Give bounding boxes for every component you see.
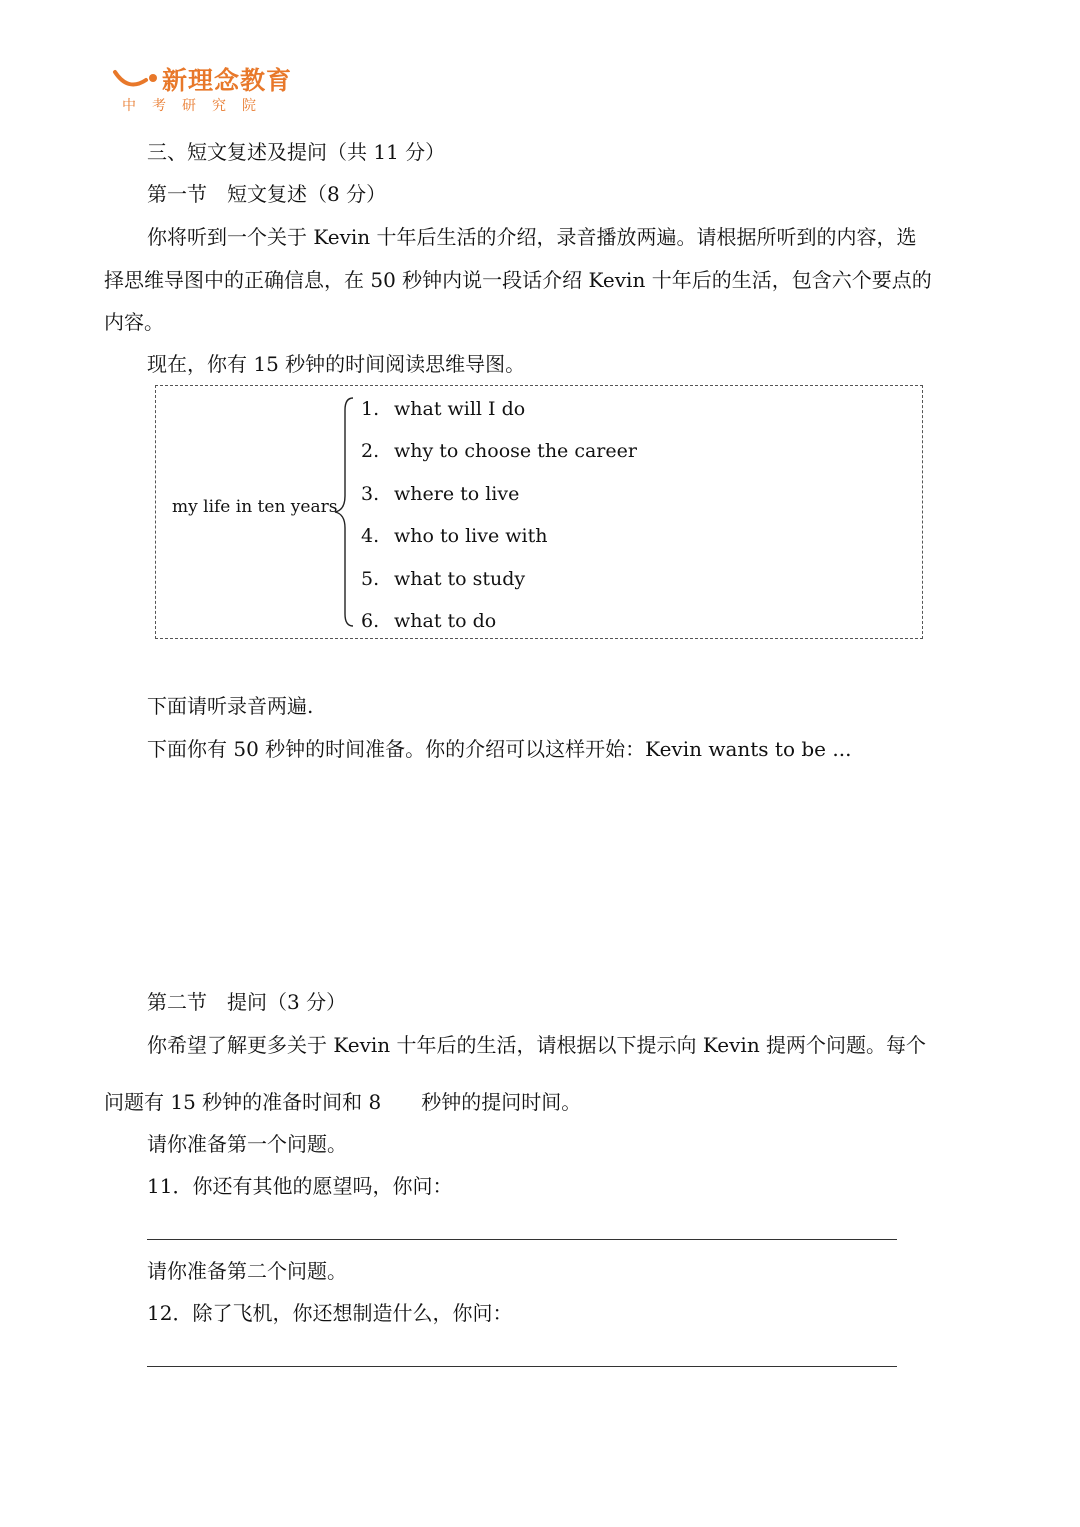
- mind-map-item: 1. what will I do: [361, 398, 526, 420]
- part1-intro-line2: 择思维导图中的正确信息，在 50 秒钟内说一段话介绍 Kevin 十年后的生活，包含六个要点的: [104, 268, 932, 292]
- mind-map: [155, 385, 923, 639]
- part1-intro-line3: 内容。: [104, 310, 164, 334]
- prepare-instruction: 下面你有 50 秒钟的时间准备。你的介绍可以这样开始：Kevin wants to be ...: [147, 737, 852, 761]
- logo-subtitle: 中考研究院: [122, 98, 272, 114]
- mind-map-item: 2. why to choose the career: [361, 440, 637, 462]
- curly-brace-icon: [331, 396, 359, 628]
- part2-intro-line2: 问题有 15 秒钟的准备时间和 8 秒钟的提问时间。: [104, 1090, 582, 1114]
- brand-logo: [112, 62, 302, 122]
- question1-prompt: 11．你还有其他的愿望吗，你问：: [147, 1174, 453, 1198]
- smile-arc-icon: [112, 66, 160, 94]
- part1-intro-line1: 你将听到一个关于 Kevin 十年后生活的介绍，录音播放两遍。请根据所听到的内容，选: [147, 225, 917, 249]
- logo-brand-text: 新理念教育: [162, 66, 293, 95]
- question1-prep: 请你准备第一个问题。: [147, 1132, 347, 1156]
- section-heading: 三、短文复述及提问（共 11 分）: [147, 140, 446, 164]
- answer1-line[interactable]: [147, 1239, 897, 1240]
- mind-map-item: 4. who to live with: [361, 525, 548, 547]
- part2-title: 第二节 提问（3 分）: [147, 990, 347, 1014]
- question2-prep: 请你准备第二个问题。: [147, 1259, 347, 1283]
- question2-prompt: 12．除了飞机，你还想制造什么，你问：: [147, 1301, 513, 1325]
- mind-map-root: my life in ten years: [172, 497, 338, 517]
- reading-time-note: 现在，你有 15 秒钟的时间阅读思维导图。: [147, 352, 526, 376]
- part2-intro-line1: 你希望了解更多关于 Kevin 十年后的生活，请根据以下提示向 Kevin 提两个问题。每个: [147, 1033, 927, 1057]
- mind-map-item: 6. what to do: [361, 610, 497, 632]
- part1-title: 第一节 短文复述（8 分）: [147, 182, 387, 206]
- mind-map-item: 3. where to live: [361, 483, 520, 505]
- mind-map-item: 5. what to study: [361, 568, 526, 590]
- answer2-line[interactable]: [147, 1366, 897, 1367]
- listen-instruction: 下面请听录音两遍.: [147, 694, 314, 718]
